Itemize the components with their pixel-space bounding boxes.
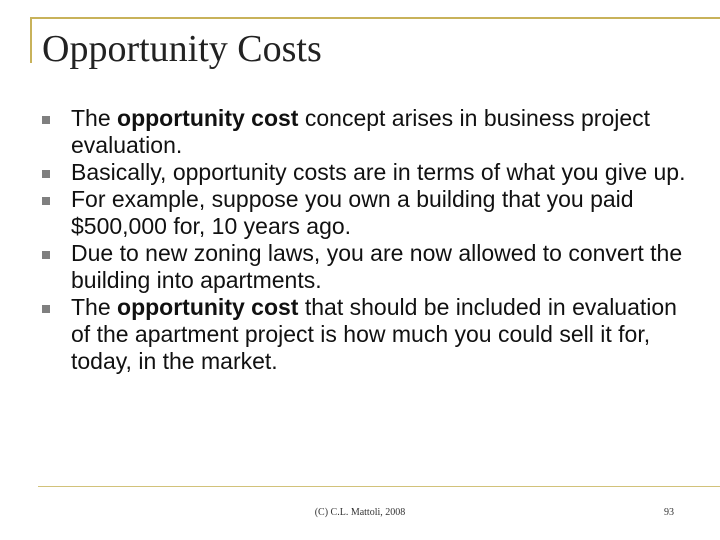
slide-title: Opportunity Costs — [42, 28, 322, 70]
bullet-text-before: For example, suppose you own a building that you paid $500,000 for, 10 years ago. — [71, 186, 634, 239]
bullet-item — [42, 294, 692, 375]
square-bullet-icon — [42, 170, 50, 178]
bullet-text-before: Basically, opportunity costs are in terms of what you give up. — [71, 159, 686, 185]
bullet-item — [42, 159, 692, 186]
bullet-text-before: The — [71, 294, 118, 320]
top-rule — [30, 17, 720, 19]
bullet-text-after: concept arises in business project evaluation. — [71, 105, 651, 158]
bullet-list — [42, 105, 692, 375]
square-bullet-icon — [42, 251, 50, 259]
bullet-item — [42, 105, 692, 159]
left-rule — [30, 17, 32, 63]
bullet-text-before: The — [71, 105, 118, 131]
bullet-text-bold: opportunity cost — [117, 105, 299, 131]
bullet-item — [42, 240, 692, 294]
bullet-text-before: Due to new zoning laws, you are now allowed to convert the building into apartments. — [71, 240, 683, 293]
page-number: 93 — [664, 507, 674, 518]
square-bullet-icon — [42, 305, 50, 313]
bottom-rule — [38, 486, 720, 487]
square-bullet-icon — [42, 197, 50, 205]
bullet-text-bold: opportunity cost — [117, 294, 299, 320]
footer-copyright: (C) C.L. Mattoli, 2008 — [314, 507, 406, 518]
bullet-item — [42, 186, 692, 240]
bullet-text-after: that should be included in evaluation of the apartment project is how much you could sell it for, today, in the market. — [71, 294, 677, 374]
square-bullet-icon — [42, 116, 50, 124]
